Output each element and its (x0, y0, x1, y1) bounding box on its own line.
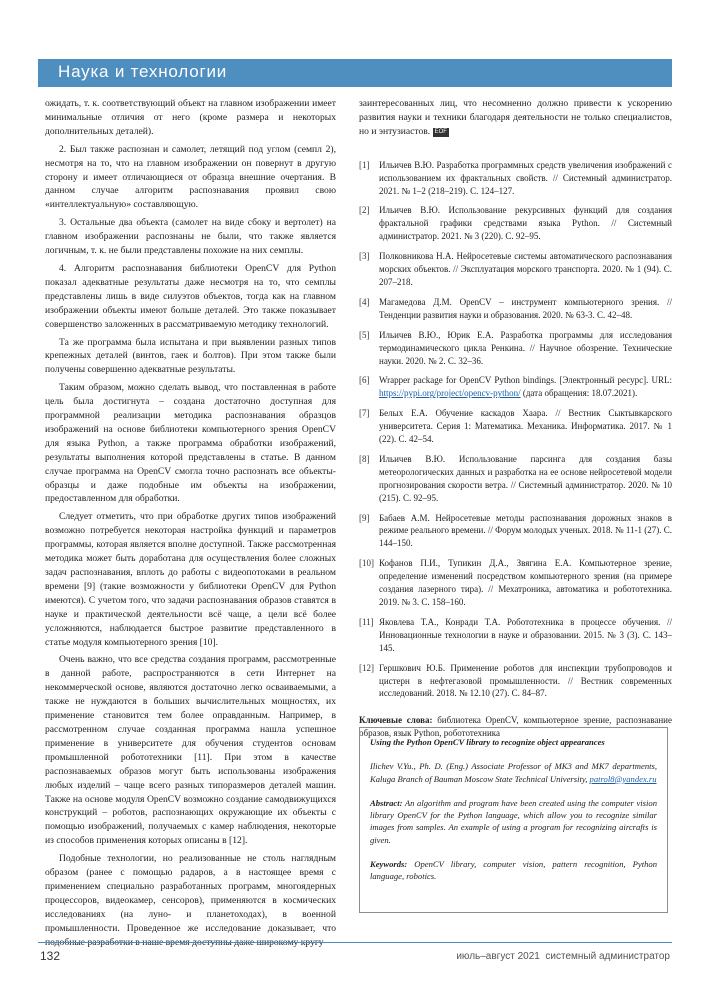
paragraph-text: заинтересованных лиц, что несомненно должно привести к ускорению развития науки и техники благодаря деятельности не только специалистов, но и энтузиастов. (359, 98, 672, 137)
references-list (359, 159, 672, 701)
abstract-label: Abstract: (370, 797, 403, 808)
closing-paragraph (359, 97, 672, 139)
reference-text: Белых Е.А. Обучение каскадов Хаара. // Вестник Сыктывкарского университета. Серия 1: Математика. Механика. Информатика. 2017. № 1 (22). С. 42–54. (379, 408, 672, 445)
paragraph: 2. Был также распознан и самолет, летящий под углом (семпл 2), несмотря на то, что на главном изображении он повернут в другую сторону и имеет отличающиеся от образца внешние очертания. В данном случае алгоритм распознавания проявил свою «интеллектуальную» составляющую. (45, 143, 336, 211)
reference-text: Полковникова Н.А. Нейросетевые системы автоматического распознавания морских объектов. // Эксплуатация морского транспорта. 2020. № 1 (94). С. 207–218. (379, 251, 672, 287)
reference-number: [10] (359, 558, 374, 569)
reference-item (359, 250, 672, 289)
right-column (359, 97, 672, 740)
footer-publication (456, 951, 670, 962)
reference-number: [7] (359, 408, 370, 419)
abstract-text: An algorithm and program have been created using the computer vision library OpenCV for the Python language, which allow you to recognize similar images from samples. An example of using a program for recognizing aircrafts is given. (370, 797, 657, 845)
reference-item (359, 407, 672, 446)
reference-item (359, 329, 672, 368)
reference-text: Кофанов П.И., Тупикин Д.А., Звягина Е.А. Компьютерное зрение, определение изменений посредством компьютерного зрения (на примере создания лазерного тира). // Мехатроника, автоматика и робототехника. 2019. № 3. С. 158–160. (379, 558, 672, 607)
section-banner (38, 59, 672, 87)
reference-item (359, 512, 672, 551)
footer-divider (38, 942, 672, 943)
paragraph: 3. Остальные два объекта (самолет на виде сбоку и вертолет) на главном изображении распознаны не были, что также является логичным, т. к. не были представлены похожие на них семплы. (45, 217, 336, 257)
reference-item (359, 616, 672, 655)
reference-url-link[interactable]: https://pypi.org/project/opencv-python/ (379, 388, 521, 399)
reference-item (359, 557, 672, 609)
author-email-link[interactable]: patrol8@yandex.ru (589, 773, 657, 784)
section-title: Наука и технологии (58, 62, 228, 81)
keywords-text: библиотека OpenCV, компьютерное зрение, распознавание образов, язык Python, робототехника (359, 715, 672, 739)
keywords-en-text: OpenCV library, computer vision, pattern recognition, Python language, robotics. (370, 859, 657, 882)
reference-number: [6] (359, 375, 370, 386)
reference-text: Ильичев В.Ю., Юрик Е.А. Разработка программы для исследования термодинамического цикла Ренкина. // Научное обозрение. Технические науки. 2020. № 2. С. 32–36. (379, 329, 672, 366)
paragraph: 4. Алгоритм распознавания библиотеки OpenCV для Python показал адекватные результаты даже несмотря на то, что семплы представлены лишь в виде силуэтов объектов, тогда как на главном изображении объекты имеют больше деталей. Это также показывает совершенство заложенных в рассматриваемую методику технологий. (45, 262, 336, 330)
paragraph: ожидать, т. к. соответствующий объект на главном изображении имеет минимальные отличия от него (кроме размера и некоторых дополнительных деталей). (45, 98, 336, 137)
author-info (370, 760, 657, 785)
abstract-title: Using the Python OpenCV library to recognize object appearances (370, 737, 605, 747)
reference-text: Ильичев В.Ю. Разработка программных средств увеличения изображений с использованием их фрактальных свойств. // Системный администратор. 2021. № 1–2 (218–219). С. 124–127. (379, 159, 672, 196)
reference-number: [4] (359, 296, 370, 307)
reference-text-part: (дата обращения: 18.07.2021). (520, 388, 638, 399)
reference-text: Магамедова Д.М. OpenCV – инструмент компьютерного зрения. // Тенденции развития науки и образования. 2020. № 63-3. С. 42–48. (379, 296, 672, 320)
reference-number: [1] (359, 159, 370, 170)
reference-number: [5] (359, 329, 370, 340)
reference-item (359, 662, 672, 701)
reference-number: [2] (359, 205, 370, 216)
reference-item (359, 204, 672, 243)
abstract-content (370, 736, 657, 895)
keywords-label: Ключевые слова: (359, 715, 433, 726)
keywords-en-label: Keywords: (370, 859, 408, 870)
page-number: 132 (40, 949, 61, 963)
reference-text (379, 374, 672, 400)
reference-number: [11] (359, 616, 374, 627)
left-column (45, 97, 336, 953)
paragraph: Та же программа была испытана и при выявлении разных типов крепежных деталей (винтов, гаек и болтов). При этом также были получены совершенно адекватные результаты. (45, 336, 336, 376)
english-abstract-box (359, 727, 668, 913)
magazine-name: системный администратор (545, 951, 670, 962)
paragraph: Подобные технологии, но реализованные не столь наглядным образом (ранее с помощью радаров, а в настоящее время с применением специально разработанных программ, многоядерных процессоров, видеокамер, сенсоров), применяются в космических исследованиях (на луно- и планетоходах), в военной промышленности. Проведенное же исследование доказывает, что подобные разработки в наше время доступны даже широкому кругу (45, 853, 336, 948)
paragraph: Следует отметить, что при обработке других типов изображений возможно потребуется некоторая настройка функций и параметров программы, которая является вполне доступной. Также рассмотренная методика может быть доработана для осуществления более сложных задач распознавания, вплоть до работы с видеопотоками в реальном времени [9] (такие возможности у библиотеки OpenCV для Python имеются). С учетом того, что задачи распознавания образов ставятся в науке и практической деятельности всё чаще, а цели всё более усложняются, наблюдается быстрое развитие представленного в статье модуля компьютерного зрения [10]. (45, 511, 336, 648)
reference-number: [3] (359, 251, 370, 262)
reference-text: Ильичев В.Ю. Использование парсинга для создания базы метеорологических данных и разработка на ее основе нейросетевой модели прогнозирования скорости ветра. // Системный администратор. 2020. № 10 (215). С. 92–95. (379, 453, 672, 503)
keywords-en (370, 858, 657, 883)
reference-text: Яковлева Т.А., Конради Т.А. Робототехника в процессе обучения. // Инновационные технологии в науке и образовании. 2015. № 3 (3). С. 143–145. (379, 616, 672, 653)
issue-date: июль–август 2021 (456, 951, 540, 962)
reference-text: Ильичев В.Ю. Использование рекурсивных функций для создания фрактальной графики средствами языка Python. // Системный администратор. 2021. № 3 (220). С. 92–95. (379, 205, 672, 242)
reference-number: [12] (359, 662, 374, 673)
reference-number: [9] (359, 512, 370, 523)
author-text: Ilichev V.Yu., Ph. D. (Eng.) Associate Professor of MK3 and MK7 departments, Kaluga Branch of Bauman Moscow State Technical University, (370, 761, 657, 784)
reference-text-part: Wrapper package for OpenCV Python bindings. [Электронный ресурс]. URL: (379, 375, 672, 386)
reference-item (359, 159, 672, 198)
paragraph: Таким образом, можно сделать вывод, что поставленная в работе цель была достигнута – создана достаточно доступная для программной реализации методика распознавания образцов изображений на основе библиотеки компьютерного зрения OpenCV для языка Python, а также программа обработки изображений, результаты выполнения которой представлены в статье. В данном случае программа на OpenCV смогла точно распознать все объекты-образцы и даже подобные им объекты на изображении, предоставленном для обработки. (45, 382, 336, 505)
abstract-paragraph (370, 797, 657, 846)
reference-item (359, 374, 672, 400)
paragraph: Очень важно, что все средства создания программ, рассмотренные в данной работе, распространяются в сети Интернет на некоммерческой основе, являются достаточно легко осваиваемыми, а также не нуждаются в больших вычислительных мощностях, их применение становится тем более оправданным. Например, в рассмотренном случае созданная программа нашла успешное применение в университете для обучения студентов основам промышленной робототехники [11]. При этом в качестве распознаваемых образов могут быть использованы изображения любых изделий – чаще всего разных типоразмеров деталей машин. Также на основе модуля OpenCV возможно создание самодвижущихся конструкций – роботов, распознающих окружающие их объекты с помощью изображений, получаемых с камер наблюдения, некоторые из способов применения которых описаны в [12]. (45, 654, 336, 847)
reference-item (359, 453, 672, 505)
reference-number: [8] (359, 453, 370, 464)
reference-item (359, 296, 672, 322)
reference-text: Бабаев А.М. Нейросетевые методы распознавания дорожных знаков в режиме реального времени. // Форум молодых ученых. 2018. № 11-1 (27). С. 144–150. (379, 512, 672, 549)
end-of-text-mark: EOF (434, 128, 447, 135)
reference-text: Гершкович Ю.Б. Применение роботов для инспекции трубопроводов и цистерн в нефтегазовой промышленности. // Вестник современных исследований. 2018. № 12.10 (27). С. 84–87. (379, 662, 672, 699)
